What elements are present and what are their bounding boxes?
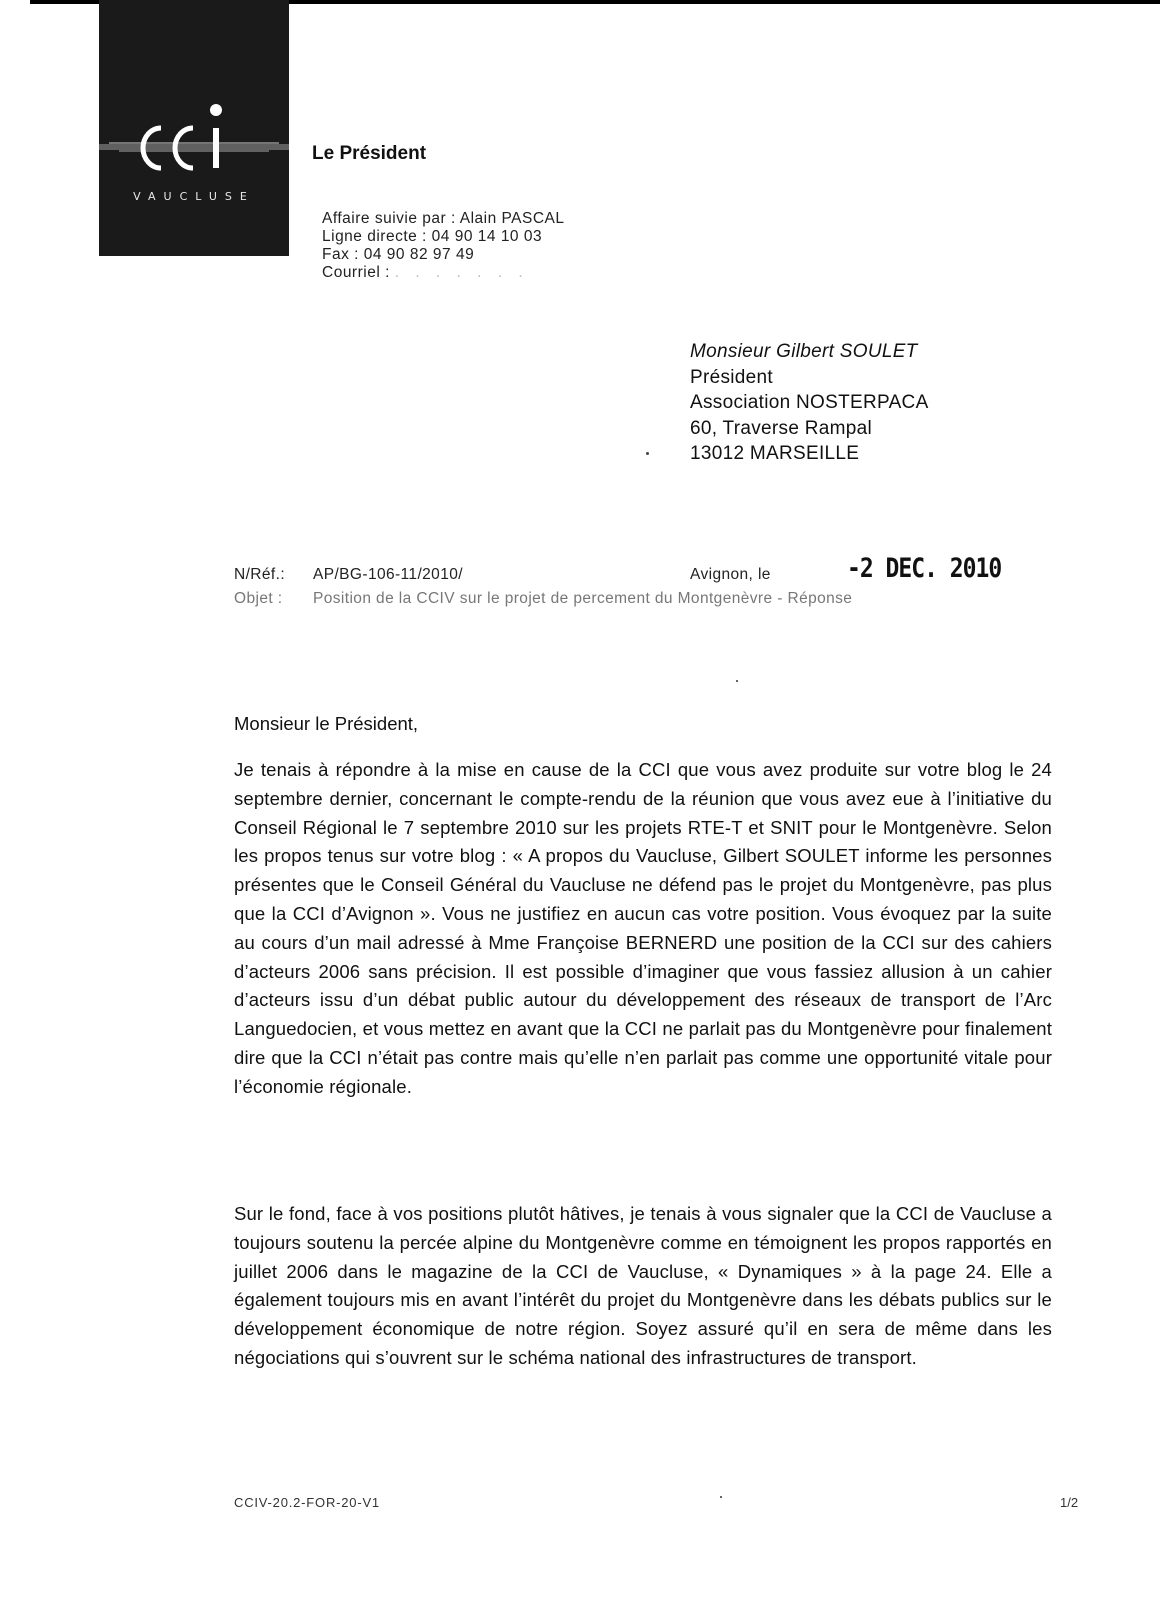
sender-title: Le Président bbox=[312, 143, 427, 164]
scan-speck bbox=[736, 680, 738, 682]
contact-email-redacted: . . . . . . . bbox=[394, 264, 529, 281]
reference-value: AP/BG-106-11/2010/ bbox=[313, 566, 463, 583]
objet-value: Position de la CCIV sur le projet de percement du Montgenèvre - Réponse bbox=[313, 590, 853, 607]
salutation: Monsieur le Président, bbox=[234, 713, 419, 734]
form-code: CCIV-20.2-FOR-20-V1 bbox=[234, 1495, 380, 1510]
place-date-label: Avignon, le bbox=[690, 566, 771, 583]
recipient-city: 13012 MARSEILLE bbox=[690, 443, 860, 465]
contact-email bbox=[322, 264, 565, 282]
contact-block bbox=[322, 210, 565, 282]
body-paragraph-1: Je tenais à répondre à la mise en cause de la CCI que vous avez produite sur votre blog le 24 septembre dernier, concernant le compte-rendu de la réunion que vous avez eue à l’initiative du Conseil Régional le 7 septembre 2010 sur les projets RTE-T et SNIT pour le Montgenèvre. Selon les propos tenus sur votre blog : « A propos du Vaucluse, Gilbert SOULET informe les personnes présentes que le Conseil Général du Vaucluse ne défend pas le projet du Montgenèvre, pas plus que la CCI d’Avignon ». Vous ne justifiez en aucun cas votre position. Vous évoquez par la suite au cours d’un mail adressé à Mme Françoise BERNERD une position de la CCI sur des cahiers d’acteurs 2006 sans précision. Il est possible d’imaginer que vous fassiez allusion à un cahier d’acteurs issu d’un débat public autour du développement des réseaux de transport de l’Arc Languedocien, et vous mettez en avant que la CCI ne parlait pas du Montgenèvre pour finalement dire que la CCI n’était pas contre mais qu’elle n’en parlait pas comme une opportunité vitale pour l’économie régionale. bbox=[234, 759, 1052, 1097]
page-number: 1/2 bbox=[1060, 1495, 1079, 1510]
scan-speck bbox=[720, 1496, 722, 1498]
recipient-organization: Association NOSTERPACA bbox=[690, 392, 929, 414]
recipient-address bbox=[690, 339, 929, 467]
reference-label: N/Réf.: bbox=[234, 566, 286, 583]
contact-followed-by: Affaire suivie par : Alain PASCAL bbox=[322, 210, 565, 227]
objet-label: Objet : bbox=[234, 590, 283, 607]
date-stamp: -2 DEC. 2010 bbox=[847, 554, 1002, 584]
recipient-street: 60, Traverse Rampal bbox=[690, 417, 873, 439]
recipient-name: Monsieur Gilbert SOULET bbox=[690, 341, 918, 362]
recipient-role: Président bbox=[690, 366, 773, 388]
contact-fax: Fax : 04 90 82 97 49 bbox=[322, 246, 475, 263]
logo-subtitle: VAUCLUSE bbox=[133, 190, 255, 203]
contact-email-label: Courriel : bbox=[322, 264, 390, 281]
body-paragraph-2: Sur le fond, face à vos positions plutôt hâtives, je tenais à vous signaler que la CCI de Vaucluse a toujours soutenu la percée alpine du Montgenèvre comme en témoignent les propos rapportés en juillet 2006 dans le magazine de la CCI de Vaucluse, « Dynamiques » à la page 24. Elle a également toujours mis en avant l’intérêt du projet du Montgenèvre dans les débats publics sur le développement économique de notre région. Soyez assuré qu’il en sera de même dans les négociations qui s’ouvrent sur le schéma national des infrastructures de transport. bbox=[234, 1203, 1052, 1368]
cci-logo bbox=[99, 0, 289, 256]
scan-speck bbox=[646, 452, 649, 455]
cci-logo-mark bbox=[99, 90, 289, 180]
contact-direct-line: Ligne directe : 04 90 14 10 03 bbox=[322, 228, 543, 245]
